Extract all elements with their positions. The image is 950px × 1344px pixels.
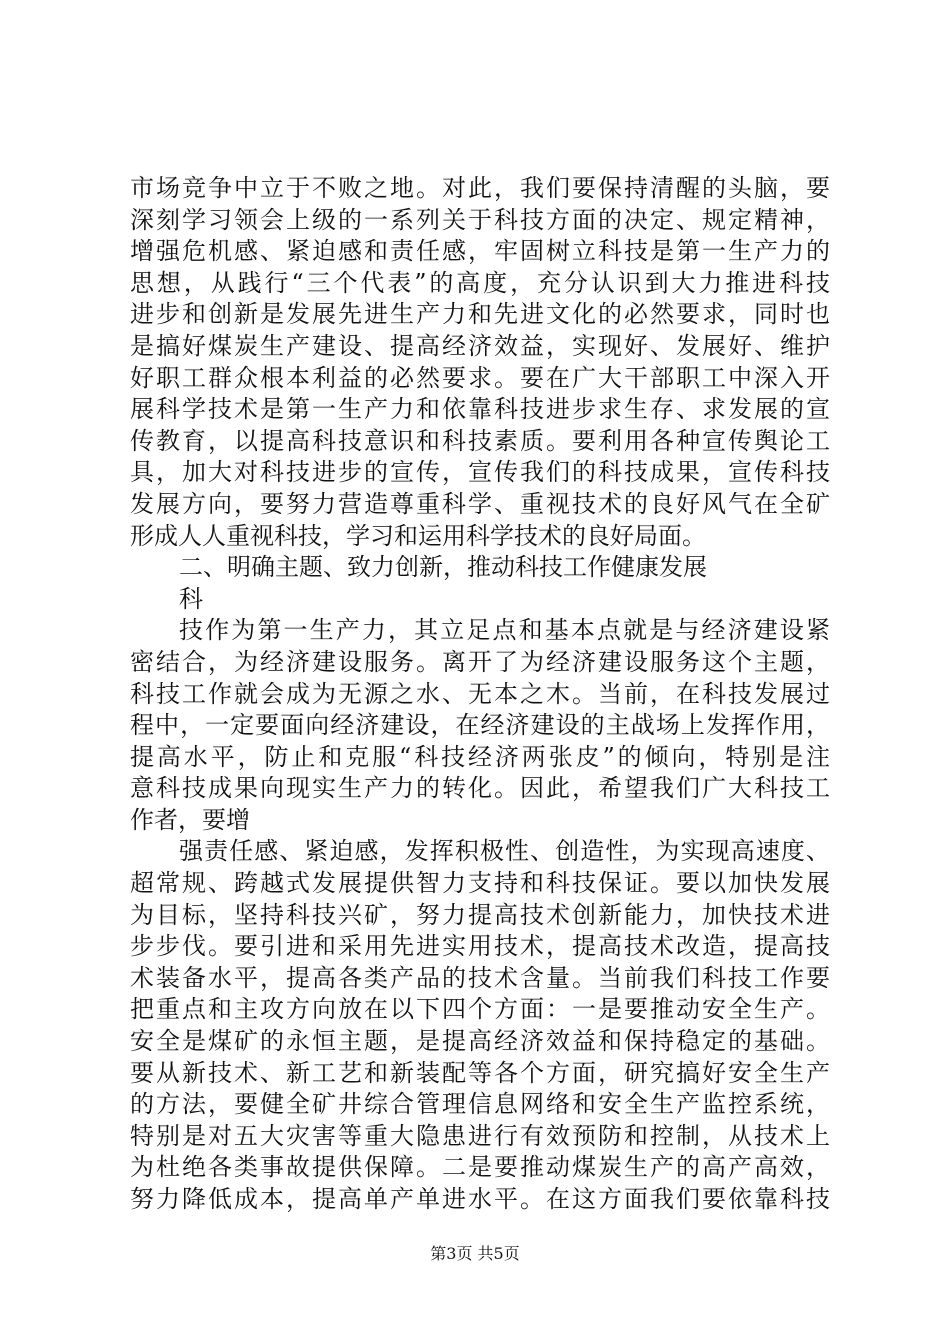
text-line: 是搞好煤炭生产建设、提高经济效益，实现好、发展好、维护 bbox=[130, 331, 830, 360]
text-line: 市场竞争中立于不败之地。对此，我们要保持清醒的头脑，要 bbox=[130, 174, 830, 202]
text-line: 术装备水平，提高各类产品的技术含量。当前我们科技工作要 bbox=[130, 963, 830, 992]
page-number-footer: 第3页 共5页 bbox=[430, 1244, 520, 1263]
text-line: 努力降低成本，提高单产单进水平。在这方面我们要依靠科技 bbox=[130, 1185, 830, 1213]
text-line: 超常规、跨越式发展提供智力支持和科技保证。要以加快发展 bbox=[130, 869, 830, 898]
text-line: 形成人人重视科技，学习和运用科学技术的良好局面。 bbox=[130, 521, 706, 550]
text-line: 展科学技术是第一生产力和依靠科技进步求生存、求发展的宣 bbox=[130, 395, 830, 424]
text-line: 步步伐。要引进和采用先进实用技术，提高技术改造，提高技 bbox=[130, 932, 830, 961]
text-line: 思想，从践行“三个代表”的高度，充分认识到大力推进科技 bbox=[130, 268, 830, 297]
text-line: 进步和创新是发展先进生产力和先进文化的必然要求，同时也 bbox=[130, 300, 830, 329]
text-line: 提高水平，防止和克服“科技经济两张皮”的倾向，特别是注 bbox=[130, 742, 830, 771]
body-text bbox=[130, 173, 830, 1216]
text-line: 科 bbox=[179, 584, 203, 613]
text-line: 传教育，以提高科技意识和科技素质。要利用各种宣传舆论工 bbox=[130, 426, 830, 455]
text-line: 增强危机感、紧迫感和责任感，牢固树立科技是第一生产力的 bbox=[130, 237, 830, 266]
text-line: 科技工作就会成为无源之水、无本之木。当前，在科技发展过 bbox=[130, 679, 830, 708]
text-line: 要从新技术、新工艺和新装配等各个方面，研究搞好安全生产 bbox=[130, 1058, 830, 1087]
text-line: 发展方向，要努力营造尊重科学、重视技术的良好风气在全矿 bbox=[130, 489, 830, 518]
text-line: 密结合，为经济建设服务。离开了为经济建设服务这个主题， bbox=[130, 647, 830, 676]
text-line: 安全是煤矿的永恒主题，是提高经济效益和保持稳定的基础。 bbox=[130, 1027, 830, 1056]
text-line: 特别是对五大灾害等重大隐患进行有效预防和控制，从技术上 bbox=[130, 1121, 830, 1150]
text-line: 的方法，要健全矿井综合管理信息网络和安全生产监控系统， bbox=[130, 1090, 830, 1119]
text-line: 技作为第一生产力，其立足点和基本点就是与经济建设紧 bbox=[179, 616, 830, 645]
text-line: 具，加大对科技进步的宣传，宣传我们的科技成果，宣传科技 bbox=[130, 458, 830, 487]
text-line: 为目标，坚持科技兴矿，努力提高技术创新能力，加快技术进 bbox=[130, 900, 830, 929]
text-line: 把重点和主攻方向放在以下四个方面：一是要推动安全生产。 bbox=[130, 995, 830, 1024]
text-line: 程中，一定要面向经济建设，在经济建设的主战场上发挥作用， bbox=[130, 711, 830, 740]
text-line: 深刻学习领会上级的一系列关于科技方面的决定、规定精神， bbox=[130, 205, 830, 234]
text-line: 作者，要增 bbox=[130, 805, 250, 834]
text-line: 好职工群众根本利益的必然要求。要在广大干部职工中深入开 bbox=[130, 363, 830, 392]
text-line: 强责任感、紧迫感，发挥积极性、创造性，为实现高速度、 bbox=[179, 837, 830, 866]
section-heading: 二、明确主题、致力创新，推动科技工作健康发展 bbox=[179, 553, 707, 582]
text-line: 为杜绝各类事故提供保障。二是要推动煤炭生产的高产高效， bbox=[130, 1153, 830, 1182]
text-line: 意科技成果向现实生产力的转化。因此，希望我们广大科技工 bbox=[130, 774, 830, 803]
